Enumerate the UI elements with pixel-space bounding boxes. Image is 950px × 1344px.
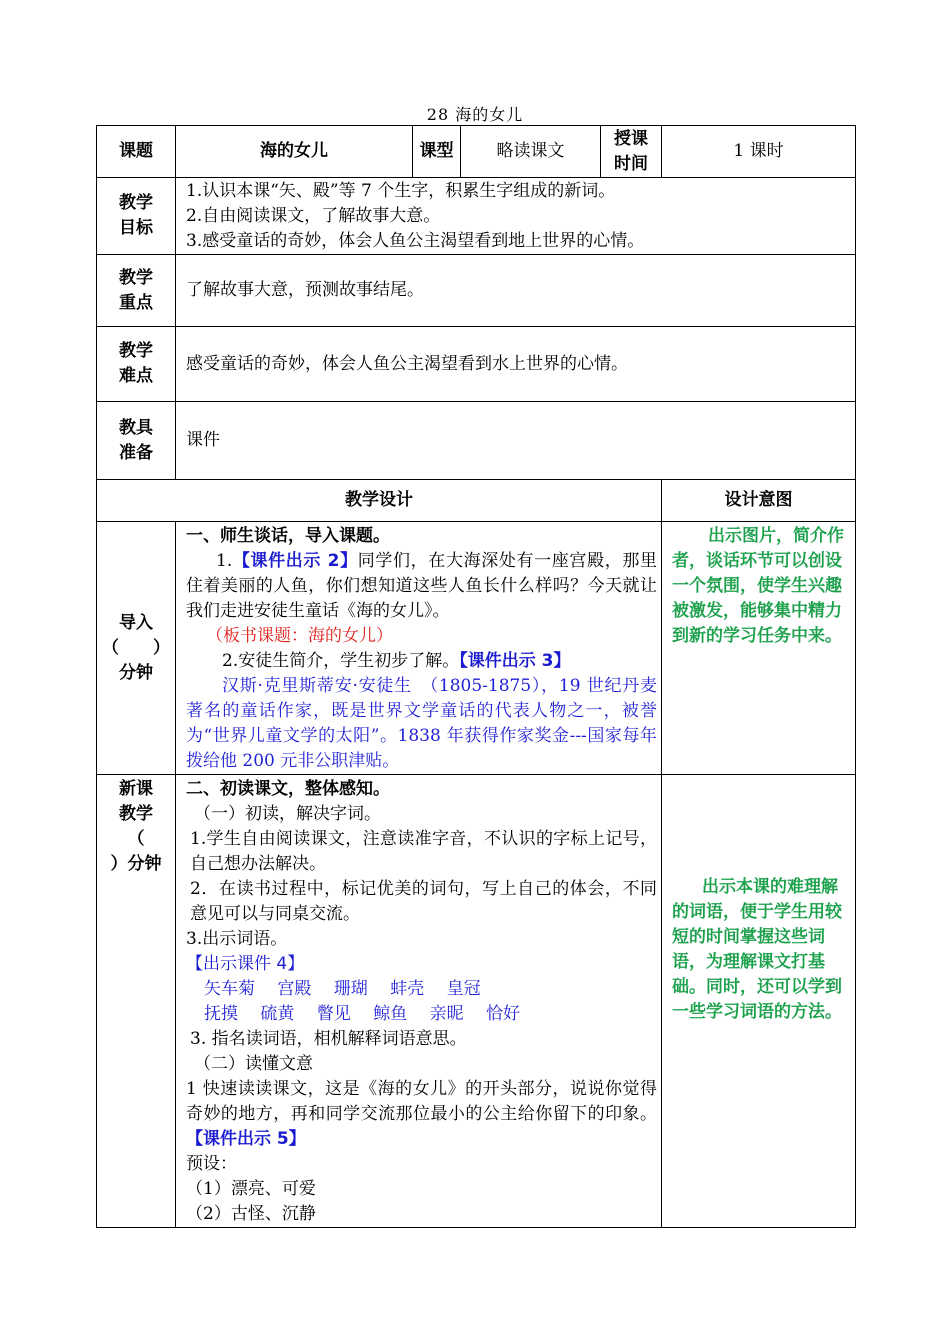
intro-p1-prefix: 1. (216, 551, 233, 571)
time-label-1: 授课 (614, 128, 648, 149)
focus-row (97, 255, 856, 327)
difficulty-row (97, 327, 856, 402)
focus-label-1: 教学 (119, 267, 153, 288)
courseware-tag-3: 【课件出示 3】 (459, 651, 571, 671)
type-label: 课型 (413, 126, 461, 178)
newlesson-step-4: 3. 指名读词语，相机解释词语意思。 (190, 1029, 467, 1049)
intro-content (176, 522, 662, 775)
word-item: 宫殿 (277, 979, 312, 999)
intro-paragraph-1 (186, 549, 657, 624)
goals-row (97, 178, 856, 255)
intro-label (97, 522, 176, 775)
newlesson-sub2: （二）读懂文意 (194, 1054, 313, 1074)
newlesson-preset: 预设： (186, 1154, 237, 1174)
time-label (601, 126, 662, 178)
goal-line-2: 2.自由阅读课文，了解故事大意。 (186, 205, 441, 226)
intro-label-2: （ ） (102, 637, 170, 658)
time-label-2: 时间 (614, 153, 648, 174)
newlesson-option-1: （1）漂亮、可爱 (186, 1179, 316, 1199)
intro-p1-text: 同学们，在大海深处有一座宫殿，那里住着美丽的人鱼，你们想知道这些人鱼长什么样吗？今天就让我们走进安徒生童话《海的女儿》。 (186, 551, 657, 621)
intro-paragraph-2 (186, 649, 657, 674)
page-title: 28 海的女儿 (426, 105, 524, 124)
tools-content: 课件 (176, 402, 856, 480)
intro-p2-text: 2.安徒生简介，学生初步了解。 (222, 651, 460, 671)
newlesson-label-3: （ (127, 829, 145, 849)
focus-content: 了解故事大意，预测故事结尾。 (176, 255, 856, 327)
intro-label-1: 导入 (119, 612, 153, 633)
tools-row (97, 402, 856, 480)
intent-header: 设计意图 (662, 480, 856, 522)
newlesson-sub1: （一）初读，解决字词。 (194, 804, 381, 824)
word-item: 瞥见 (316, 1004, 351, 1024)
andersen-bio: 汉斯·克里斯蒂安·安徒生 （1805-1875），19 世纪丹麦著名的童话作家，既是世界文学童话的代表人物之一，被誉为“世界儿童文学的太阳”。1838 年获得作家奖金---国家每年拨给他 200 元非公职津贴。 (186, 676, 657, 771)
word-item: 恰好 (486, 1004, 521, 1024)
topic-label: 课题 (97, 126, 176, 178)
type-value: 略读课文 (461, 126, 601, 178)
newlesson-label-2: 教学 (119, 804, 153, 824)
tools-label (97, 402, 176, 480)
difficulty-label-1: 教学 (119, 341, 153, 361)
topic-value: 海的女儿 (176, 126, 413, 178)
newlesson-intent-text: 出示本课的难理解的词语，便于学生用较短的时间掌握这些词语，为理解课文打基础。同时，还可以学到一些学习词语的方法。 (672, 877, 842, 1022)
newlesson-label (97, 775, 176, 1228)
intro-intent-text: 出示图片，简介作者，谈话环节可以创设一个氛围，使学生兴趣被激发，能够集中精力到新的学习任务中来。 (672, 526, 844, 646)
goals-label (97, 178, 176, 255)
courseware-tag-4: 【出示课件 4】 (186, 954, 305, 974)
focus-label-2: 重点 (119, 292, 153, 313)
difficulty-label-2: 难点 (119, 366, 153, 386)
goals-content (176, 178, 856, 255)
courseware-tag-2: 【课件出示 2】 (232, 551, 358, 571)
newlesson-step-2: 2．在读书过程中，标记优美的词句，写上自己的体会，不同意见可以与同桌交流。 (190, 879, 657, 924)
goals-label-1: 教学 (119, 193, 153, 213)
tools-label-1: 教具 (119, 417, 153, 438)
courseware-tag-5: 【课件出示 5】 (186, 1129, 306, 1149)
newlesson-heading: 二、初读课文，整体感知。 (186, 779, 390, 799)
difficulty-content: 感受童话的奇妙，体会人鱼公主渴望看到水上世界的心情。 (176, 327, 856, 402)
intro-heading: 一、师生谈话，导入课题。 (186, 526, 390, 546)
goals-label-2: 目标 (119, 218, 153, 238)
newlesson-row (97, 775, 856, 1228)
word-list-row-2 (186, 1002, 657, 1027)
word-item: 亲昵 (429, 1004, 464, 1024)
goal-line-3: 3.感受童话的奇妙，体会人鱼公主渴望看到地上世界的心情。 (186, 230, 645, 251)
board-title: （板书课题：海的女儿） (206, 626, 393, 646)
word-item: 蚌壳 (390, 979, 425, 999)
header-row (97, 126, 856, 178)
intro-row (97, 522, 856, 775)
goal-line-1: 1.认识本课“矢、殿”等 7 个生字，积累生字组成的新词。 (186, 180, 616, 201)
word-item: 皇冠 (446, 979, 481, 999)
lesson-plan-table (96, 125, 856, 1228)
design-header-row (97, 480, 856, 522)
newlesson-label-1: 新课 (119, 779, 153, 799)
word-item: 珊瑚 (333, 979, 368, 999)
newlesson-label-4: ）分钟 (110, 854, 162, 874)
newlesson-step-5 (186, 1077, 657, 1152)
word-item: 鲸鱼 (373, 1004, 408, 1024)
difficulty-label (97, 327, 176, 402)
newlesson-step-5-text: 1 快速读读课文，这是《海的女儿》的开头部分，说说你觉得奇妙的地方，再和同学交流那位最小的公主给你留下的印象。 (186, 1079, 657, 1124)
word-list-row-1 (186, 977, 657, 1002)
word-item: 硫黄 (260, 1004, 295, 1024)
newlesson-content (176, 775, 662, 1228)
word-item: 矢车菊 (204, 979, 255, 999)
word-item: 抚摸 (204, 1004, 238, 1024)
tools-label-2: 准备 (119, 442, 153, 463)
newlesson-step-3: 3.出示词语。 (186, 929, 288, 949)
intro-label-3: 分钟 (119, 662, 153, 683)
newlesson-intent (662, 775, 856, 1228)
time-value: 1 课时 (662, 126, 856, 178)
newlesson-option-2: （2）古怪、沉静 (186, 1204, 316, 1224)
newlesson-step-1: 1.学生自由阅读课文，注意读准字音，不认识的字标上记号，自己想办法解决。 (190, 829, 657, 874)
design-header: 教学设计 (97, 480, 662, 522)
intro-intent (662, 522, 856, 775)
focus-label (97, 255, 176, 327)
